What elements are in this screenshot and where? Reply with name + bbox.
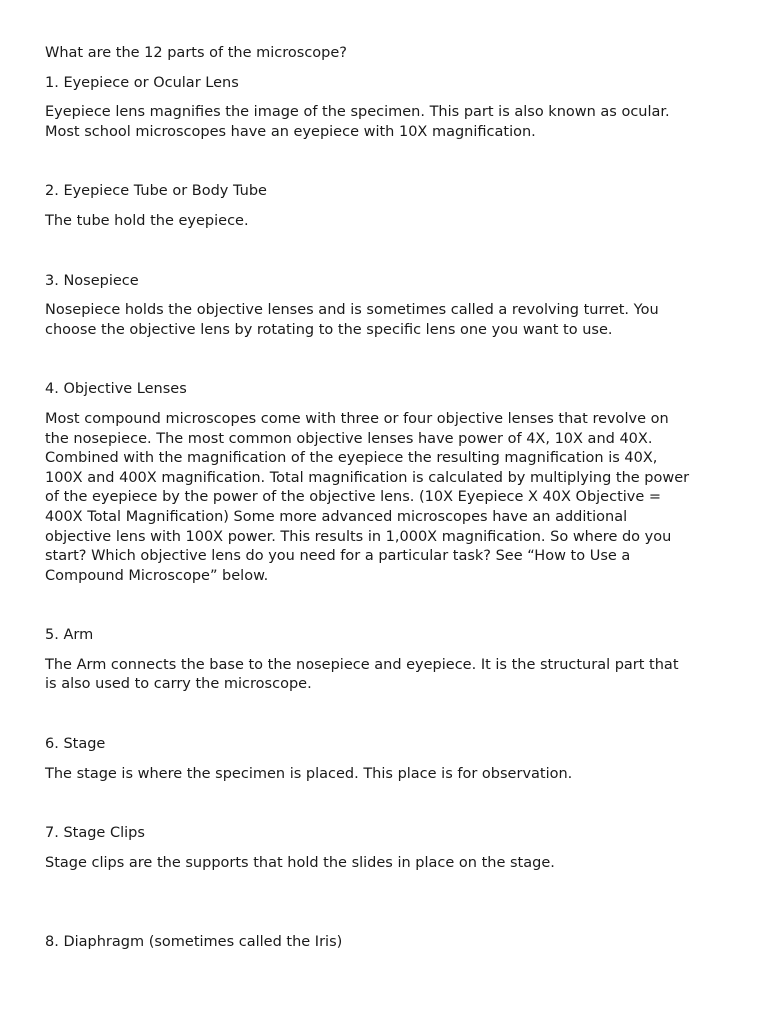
- paragraph-line: the nosepiece. The most common objective lenses have power of 4X, 10X and 40X.: [45, 430, 653, 447]
- paragraph-line: Most compound microscopes come with three or four objective lenses that revolve on: [45, 410, 669, 427]
- section-paragraph: [45, 854, 725, 874]
- section-nosepiece: [45, 272, 725, 341]
- section-paragraph: [45, 301, 725, 340]
- paragraph-line: Eyepiece lens magnifies the image of the specimen. This part is also known as ocular.: [45, 104, 670, 121]
- section-gap: [45, 873, 725, 933]
- section-diaphragm: [45, 933, 725, 953]
- paragraph-line: Stage clips are the supports that hold the slides in place on the stage.: [45, 854, 555, 871]
- section-heading: 5. Arm: [45, 627, 94, 644]
- section-gap: [45, 142, 725, 182]
- section-gap: [45, 695, 725, 735]
- document-page: [45, 44, 725, 953]
- section-paragraph: [45, 103, 725, 142]
- paragraph-line: The stage is where the specimen is placed. This place is for observation.: [45, 765, 573, 782]
- paragraph-line: 100X and 400X magnification. Total magnification is calculated by multiplying the power: [45, 469, 690, 486]
- section-eyepiece: [45, 74, 725, 143]
- section-paragraph: [45, 656, 725, 695]
- section-paragraph: [45, 410, 725, 586]
- paragraph-line: The Arm connects the base to the nosepiece and eyepiece. It is the structural part that: [45, 656, 679, 673]
- section-gap: [45, 340, 725, 380]
- paragraph-line: 400X Total Magnification) Some more advanced microscopes have an additional: [45, 508, 628, 525]
- section-gap: [45, 784, 725, 824]
- section-heading: 1. Eyepiece or Ocular Lens: [45, 74, 239, 91]
- section-paragraph: [45, 212, 725, 232]
- section-arm: [45, 626, 725, 695]
- paragraph-line: of the eyepiece by the power of the objective lens. (10X Eyepiece X 40X Objective =: [45, 489, 662, 506]
- paragraph-line: Compound Microscope” below.: [45, 567, 269, 584]
- section-gap: [45, 586, 725, 626]
- section-objective-lenses: [45, 380, 725, 586]
- section-heading: 4. Objective Lenses: [45, 381, 187, 398]
- section-heading: 8. Diaphragm (sometimes called the Iris): [45, 934, 343, 951]
- paragraph-line: The tube hold the eyepiece.: [45, 212, 249, 229]
- paragraph-line: is also used to carry the microscope.: [45, 676, 312, 693]
- section-heading: 6. Stage: [45, 736, 106, 753]
- section-stage: [45, 735, 725, 784]
- paragraph-line: Combined with the magnification of the eyepiece the resulting magnification is 40X,: [45, 450, 658, 467]
- section-gap: [45, 232, 725, 272]
- intro-question: What are the 12 parts of the microscope?: [45, 45, 347, 61]
- paragraph-line: Most school microscopes have an eyepiece with 10X magnification.: [45, 123, 536, 140]
- section-paragraph: [45, 765, 725, 785]
- paragraph-line: choose the objective lens by rotating to the specific lens one you want to use.: [45, 321, 613, 338]
- section-stage-clips: [45, 824, 725, 873]
- paragraph-line: objective lens with 100X power. This results in 1,000X magnification. So where do you: [45, 528, 672, 545]
- section-heading: 7. Stage Clips: [45, 825, 145, 842]
- paragraph-line: Nosepiece holds the objective lenses and is sometimes called a revolving turret. You: [45, 302, 659, 319]
- section-heading: 2. Eyepiece Tube or Body Tube: [45, 183, 267, 200]
- section-eyepiece-tube: [45, 182, 725, 231]
- paragraph-line: start? Which objective lens do you need for a particular task? See “How to Use a: [45, 548, 631, 565]
- section-heading: 3. Nosepiece: [45, 272, 139, 289]
